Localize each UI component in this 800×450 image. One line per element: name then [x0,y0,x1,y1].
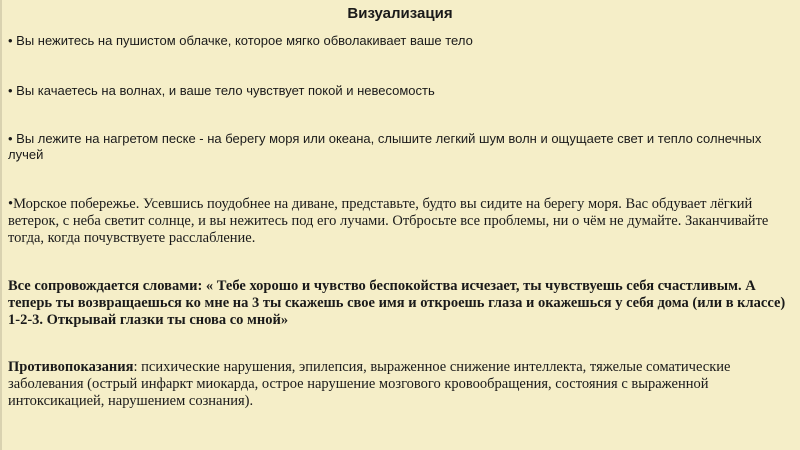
bullet-waves: • Вы качаетесь на волнах, и ваше тело чувствует покой и невесомость [8,83,435,98]
contraindications-text: : психические нарушения, эпилепсия, выраженное снижение интеллекта, тяжелые соматические заболевания (острый инфаркт миокарда, острое нарушение мозгового кровообращения, состояния с выраженной интоксикацией, нарушением сознания). [8,359,731,409]
slide-border [0,0,2,450]
contraindications-label: Противопоказания [8,359,134,375]
paragraph-contraindications [8,359,793,410]
bullet-cloud: • Вы нежитесь на пушистом облачке, которое мягко обволакивает ваше тело [8,33,473,48]
bullet-sand: • Вы лежите на нагретом песке - на берегу моря или океана, слышите легкий шум волн и ощущаете свет и тепло солнечных лучей [8,131,762,162]
slide-title: Визуализация [347,5,453,22]
paragraph-sea-shore: •Морское побережье. Усевшись поудобнее на диване, представьте, будто вы сидите на берегу моря. Вас обдувает лёгкий ветерок, с неба светит солнце, и вы нежитесь под его лучами. Отбросьте все проблемы, ни о чём не думайте. Заканчивайте тогда, когда почувствуете расслабление. [8,196,769,246]
paragraph-accompanying-words: Все сопровождается словами: « Тебе хорошо и чувство беспокойства исчезает, ты чувствуешь себя счастливым. А теперь ты возвращаешься ко мне на 3 ты скажешь свое имя и откроешь глаза и окажешься у себя дома (или в классе) 1-2-3. Открывай глазки ты снова со мной» [8,278,786,328]
